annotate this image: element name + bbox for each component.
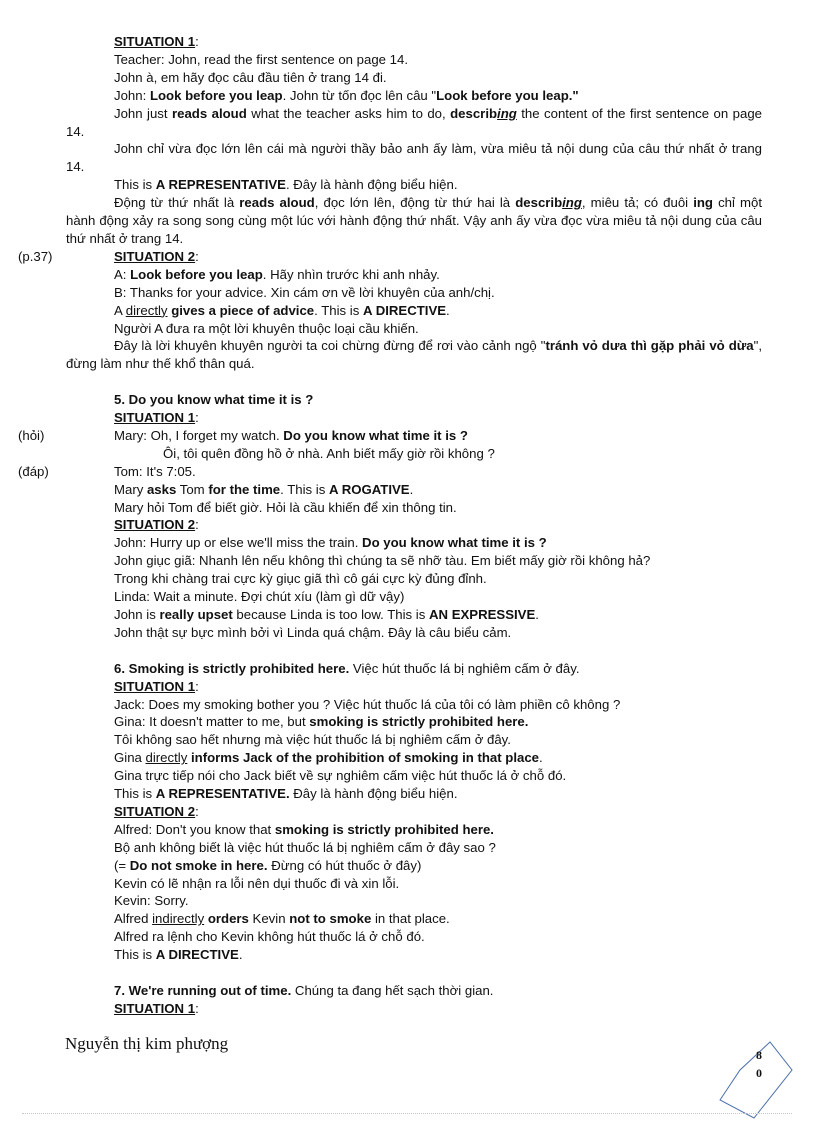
paragraph: Mary hỏi Tom để biết giờ. Hỏi là cầu khiến để xin thông tin. (114, 499, 457, 515)
paragraph: (hỏi) Mary: Oh, I forget my watch. Do you know what time it is ? (18, 427, 468, 443)
paragraph: This is A REPRESENTATIVE. Đây là hành động biểu hiện. (114, 786, 458, 802)
paragraph: John giục giã: Nhanh lên nếu không thì chúng ta sẽ nhỡ tàu. Em biết mấy giờ rồi không hả? (114, 553, 651, 569)
paragraph: Động từ thứ nhất là reads aloud, đọc lớn lên, động từ thứ hai là describing, miêu tả; có đuôi ing chỉ một hành động xảy ra song song cùng một lúc với hành động thứ nhất. Vậy anh ấy vừa đọc vừa miêu tả nội dung của câu thứ nhất ở trang 14. (66, 195, 763, 246)
paragraph: Mary asks Tom for the time. This is A ROGATIVE. (114, 481, 414, 497)
paragraph: John: Look before you leap. John từ tốn đọc lên câu "Look before you leap." (114, 87, 579, 103)
answer-marker: (đáp) (18, 463, 49, 479)
paragraph: Alfred indirectly orders Kevin not to smoke in that place. (114, 911, 450, 927)
situation-heading: SITUATION 2: (114, 803, 199, 819)
paragraph: Đây là lời khuyên khuyên người ta coi chừng đừng để rơi vào cảnh ngộ "tránh vỏ dưa thì gặp phải vỏ dừa", đừng làm như thế khổ thân quá. (66, 338, 762, 372)
situation-heading: SITUATION 1: (114, 678, 199, 694)
question-marker: (hỏi) (18, 427, 45, 443)
paragraph: Jack: Does my smoking bother you ? Việc hút thuốc lá của tôi có làm phiền cô không ? (114, 696, 621, 712)
paragraph: B: Thanks for your advice. Xin cám ơn về lời khuyên của anh/chị. (114, 284, 495, 300)
paragraph: Teacher: John, read the first sentence on page 14. (114, 51, 408, 67)
paragraph: This is A DIRECTIVE. (114, 947, 243, 963)
paragraph: Alfred ra lệnh cho Kevin không hút thuốc lá ở chỗ đó. (114, 929, 425, 945)
paragraph: A directly gives a piece of advice. This is A DIRECTIVE. (114, 302, 450, 318)
paragraph: Trong khi chàng trai cực kỳ giục giã thì cô gái cực kỳ đủng đỉnh. (114, 571, 487, 587)
paragraph: A: Look before you leap. Hãy nhìn trước khi anh nhảy. (114, 266, 440, 282)
paragraph: Kevin: Sorry. (114, 893, 189, 909)
situation-heading: SITUATION 1: (114, 34, 199, 49)
page-ref: (p.37) (18, 248, 53, 264)
paragraph: (= Do not smoke in here. Đừng có hút thuốc ở đây) (114, 857, 422, 873)
section-heading: 6. Smoking is strictly prohibited here. Việc hút thuốc lá bị nghiêm cấm ở đây. (114, 660, 580, 676)
paragraph: Gina trực tiếp nói cho Jack biết về sự nghiêm cấm việc hút thuốc lá ở chỗ đó. (114, 768, 567, 784)
section-heading: 5. Do you know what time it is ? (114, 392, 314, 408)
paragraph: John: Hurry up or else we'll miss the train. Do you know what time it is ? (114, 535, 547, 551)
page-number (752, 1046, 766, 1082)
paragraph: (đáp) Tom: It's 7:05. (18, 463, 196, 479)
paragraph: Alfred: Don't you know that smoking is strictly prohibited here. (114, 821, 494, 837)
paragraph: Gina: It doesn't matter to me, but smoking is strictly prohibited here. (114, 714, 529, 730)
page-number-bottom: 0 (756, 1066, 762, 1080)
paragraph: John just reads aloud what the teacher asks him to do, describing the content of the first sentence on page 14. (66, 105, 762, 139)
paragraph: Bộ anh không biết là việc hút thuốc lá bị nghiêm cấm ở đây sao ? (114, 839, 496, 855)
paragraph: John thật sự bực mình bởi vì Linda quá chậm. Đây là câu biểu cảm. (114, 624, 512, 640)
paragraph: Kevin có lẽ nhận ra lỗi nên dụi thuốc đi và xin lỗi. (114, 875, 400, 891)
document-body (18, 33, 763, 1018)
paragraph: This is A REPRESENTATIVE. Đây là hành động biểu hiện. (114, 177, 458, 193)
paragraph: Linda: Wait a minute. Đợi chút xíu (làm gì dữ vậy) (114, 589, 405, 605)
paragraph: Người A đưa ra một lời khuyên thuộc loại cầu khiến. (114, 320, 419, 336)
situation-heading: SITUATION 1: (114, 1000, 199, 1016)
section-heading: 7. We're running out of time. Chúng ta đang hết sạch thời gian. (114, 982, 494, 998)
paragraph: Gina directly informs Jack of the prohibition of smoking in that place. (114, 750, 543, 766)
page-number-top: 8 (756, 1048, 762, 1062)
paragraph: Ôi, tôi quên đồng hồ ở nhà. Anh biết mấy giờ rồi không ? (163, 445, 495, 461)
paragraph: John chỉ vừa đọc lớn lên cái mà người thầy bảo anh ấy làm, vừa miêu tả nội dung của câu thứ nhất ở trang 14. (66, 141, 762, 175)
paragraph: John à, em hãy đọc câu đầu tiên ở trang 14 đi. (114, 69, 387, 85)
paragraph: Tôi không sao hết nhưng mà việc hút thuốc lá bị nghiêm cấm ở đây. (114, 732, 511, 748)
situation-heading: SITUATION 2: (114, 517, 199, 533)
footer-author: Nguyễn thị kim phượng (65, 1034, 229, 1053)
paragraph: John is really upset because Linda is too low. This is AN EXPRESSIVE. (114, 606, 539, 622)
situation-heading: (p.37) SITUATION 2: (18, 248, 199, 264)
situation-heading: SITUATION 1: (114, 410, 199, 426)
page-bottom-divider (22, 1113, 792, 1114)
